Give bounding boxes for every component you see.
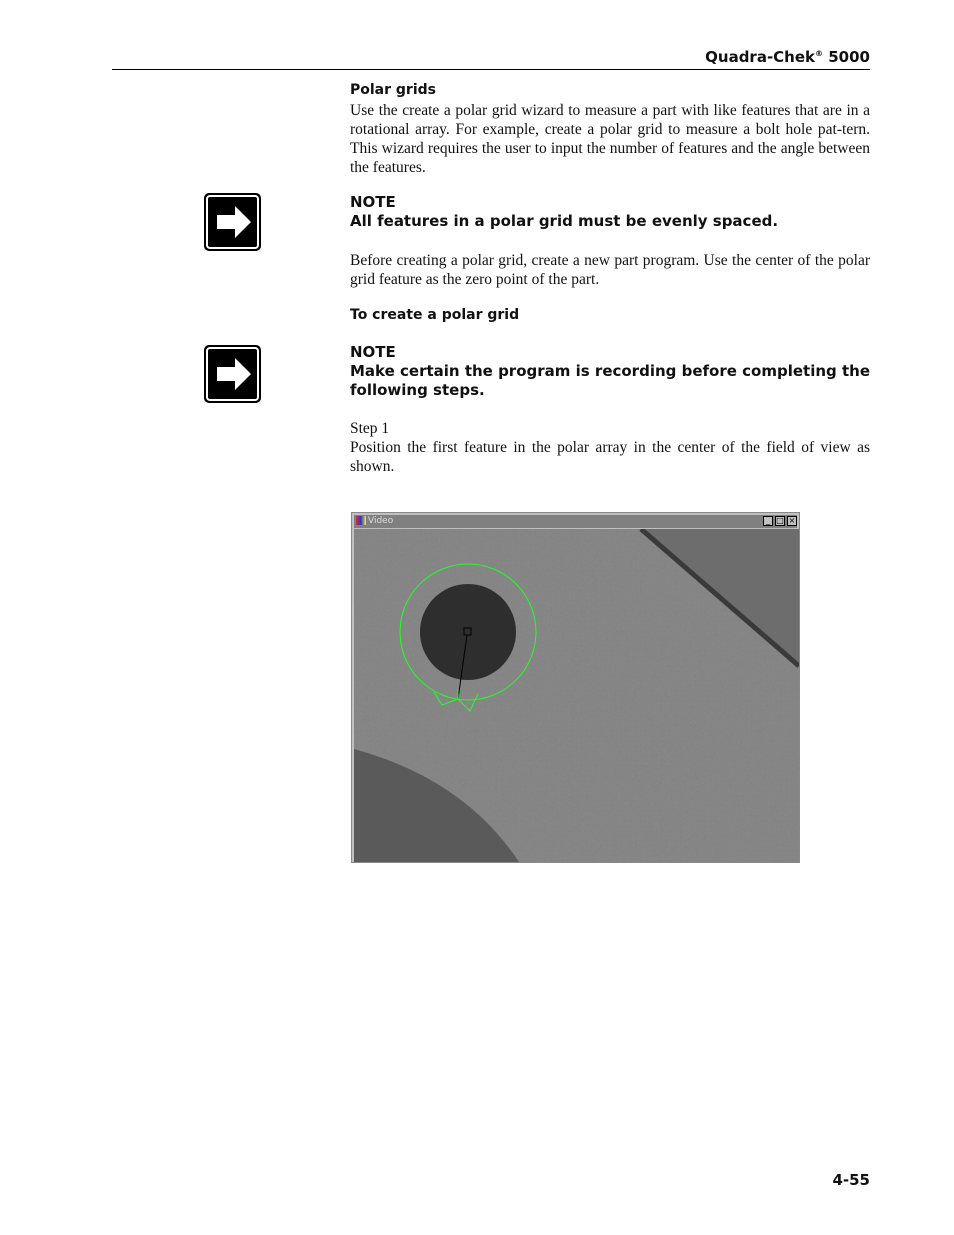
section-heading-polar-grids: Polar grids xyxy=(350,82,436,98)
note-text: All features in a polar grid must be evenly spaced. xyxy=(350,212,779,230)
header-title: Quadra-Chek xyxy=(705,48,816,66)
video-title-bar[interactable] xyxy=(354,515,797,528)
video-window xyxy=(351,512,800,863)
step-label: Step 1 xyxy=(350,420,390,437)
step-text: Position the first feature in the polar array in the center of the field of view as shown. xyxy=(350,439,870,475)
header-model: 5000 xyxy=(828,48,870,66)
video-title: Video xyxy=(368,516,394,526)
header-rule xyxy=(112,69,870,70)
registered-mark: ® xyxy=(815,49,824,58)
note-text: Make certain the program is recording before completing the following steps. xyxy=(350,362,870,399)
maximize-button[interactable]: □ xyxy=(776,516,784,525)
minimize-button[interactable]: _ xyxy=(763,516,773,526)
camera-image[interactable] xyxy=(354,529,799,862)
note-arrow-icon xyxy=(203,344,262,404)
note-label: NOTE xyxy=(350,193,396,211)
paragraph: Before creating a polar grid, create a new part program. Use the center of the polar grid feature as the zero point of the part. xyxy=(350,252,870,288)
procedure-heading: To create a polar grid xyxy=(350,307,520,323)
app-icon xyxy=(356,516,366,525)
close-button[interactable]: × xyxy=(788,516,796,525)
page-number: 4-55 xyxy=(832,1171,870,1189)
intro-paragraph: Use the create a polar grid wizard to measure a part with like features that are in a rotational array. For example, create a polar grid to measure a bolt hole pat-tern. This wizard requires the user to input the number of features and the angle between the features. xyxy=(350,102,870,176)
note-label: NOTE xyxy=(350,343,396,361)
note-arrow-icon xyxy=(203,192,262,252)
running-header xyxy=(705,48,870,66)
